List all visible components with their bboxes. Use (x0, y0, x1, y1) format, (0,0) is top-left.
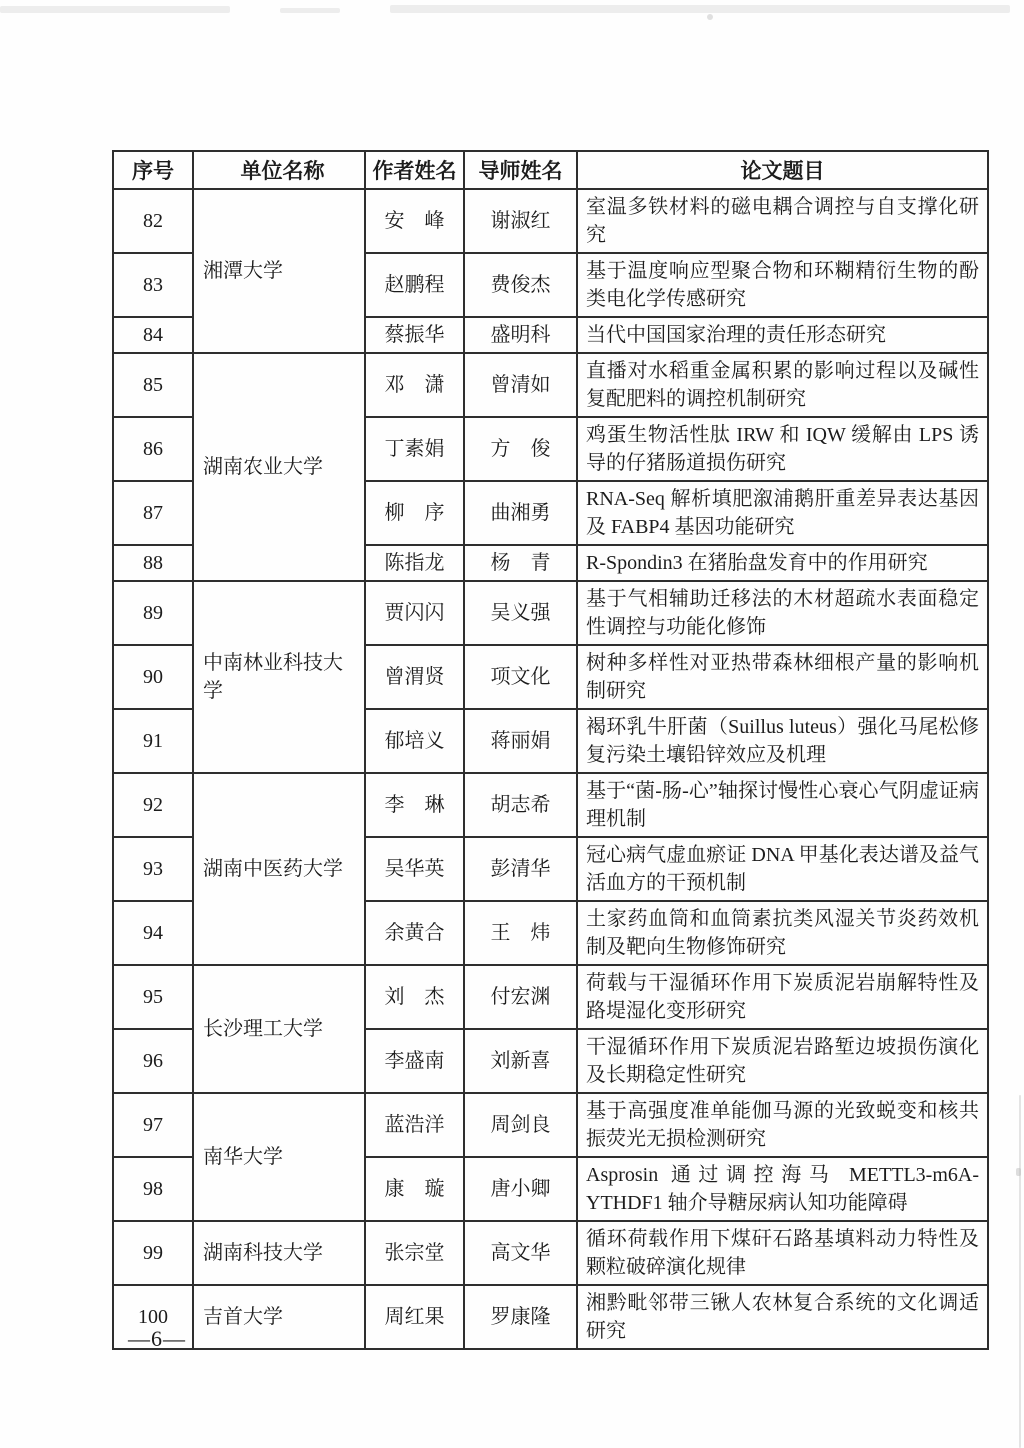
serial-number-cell: 92 (113, 773, 193, 837)
author-name-cell: 康 璇 (365, 1157, 464, 1221)
author-name-cell: 张宗堂 (365, 1221, 464, 1285)
advisor-name-cell: 曲湘勇 (464, 481, 577, 545)
institution-cell: 吉首大学 (193, 1285, 365, 1349)
advisor-name-cell: 周剑良 (464, 1093, 577, 1157)
author-name-cell: 周红果 (365, 1285, 464, 1349)
scan-artifact (0, 6, 230, 13)
institution-cell: 中南林业科技大学 (193, 581, 365, 773)
serial-number-cell: 87 (113, 481, 193, 545)
thesis-title-cell: 当代中国国家治理的责任形态研究 (577, 317, 988, 353)
table-row (113, 581, 988, 645)
advisor-name-cell: 盛明科 (464, 317, 577, 353)
table-header-row (113, 151, 988, 189)
author-name-cell: 郁培义 (365, 709, 464, 773)
thesis-title-cell: 湘黔毗邻带三锹人农林复合系统的文化调适研究 (577, 1285, 988, 1349)
author-name-cell: 吴华英 (365, 837, 464, 901)
thesis-title-cell: 鸡蛋生物活性肽 IRW 和 IQW 缓解由 LPS 诱导的仔猪肠道损伤研究 (577, 417, 988, 481)
advisor-name-cell: 蒋丽娟 (464, 709, 577, 773)
serial-number-cell: 91 (113, 709, 193, 773)
author-name-cell: 邓 潇 (365, 353, 464, 417)
thesis-title-cell: 基于气相辅助迁移法的木材超疏水表面稳定性调控与功能化修饰 (577, 581, 988, 645)
scan-artifact (390, 5, 1010, 13)
page-number: —6— (128, 1326, 186, 1351)
author-name-cell: 李盛南 (365, 1029, 464, 1093)
author-name-cell: 余黄合 (365, 901, 464, 965)
advisor-name-cell: 高文华 (464, 1221, 577, 1285)
table-row (113, 1093, 988, 1157)
serial-number-cell: 97 (113, 1093, 193, 1157)
advisor-name-cell: 唐小卿 (464, 1157, 577, 1221)
thesis-title-cell: 土家药血筒和血筒素抗类风湿关节炎药效机制及靶向生物修饰研究 (577, 901, 988, 965)
advisor-name-cell: 项文化 (464, 645, 577, 709)
advisor-name-cell: 费俊杰 (464, 253, 577, 317)
thesis-title-cell: Asprosin 通过调控海马 METTL3-m6A-YTHDF1 轴介导糖尿病认知功能障碍 (577, 1157, 988, 1221)
author-name-cell: 贾闪闪 (365, 581, 464, 645)
institution-cell: 南华大学 (193, 1093, 365, 1221)
author-name-cell: 曾渭贤 (365, 645, 464, 709)
serial-number-cell: 95 (113, 965, 193, 1029)
author-name-cell: 李 琳 (365, 773, 464, 837)
author-name-cell: 赵鹏程 (365, 253, 464, 317)
table-row (113, 1285, 988, 1349)
table-row (113, 189, 988, 253)
advisor-name-cell: 杨 青 (464, 545, 577, 581)
thesis-title-cell: 干湿循环作用下炭质泥岩路堑边坡损伤演化及长期稳定性研究 (577, 1029, 988, 1093)
author-name-cell: 柳 序 (365, 481, 464, 545)
institution-cell: 湖南中医药大学 (193, 773, 365, 965)
advisor-name-cell: 胡志希 (464, 773, 577, 837)
advisor-name-cell: 谢淑红 (464, 189, 577, 253)
thesis-title-cell: 褐环乳牛肝菌（Suillus luteus）强化马尾松修复污染土壤铅锌效应及机理 (577, 709, 988, 773)
thesis-title-cell: 室温多铁材料的磁电耦合调控与自支撑化研究 (577, 189, 988, 253)
thesis-title-cell: RNA-Seq 解析填肥溆浦鹅肝重差异表达基因及 FABP4 基因功能研究 (577, 481, 988, 545)
serial-number-cell: 100 (113, 1285, 193, 1349)
thesis-title-cell: 荷载与干湿循环作用下炭质泥岩崩解特性及路堤湿化变形研究 (577, 965, 988, 1029)
serial-number-cell: 86 (113, 417, 193, 481)
serial-number-cell: 85 (113, 353, 193, 417)
table-body (113, 189, 988, 1349)
serial-number-cell: 90 (113, 645, 193, 709)
advisor-name-cell: 曾清如 (464, 353, 577, 417)
advisor-name-cell: 吴义强 (464, 581, 577, 645)
institution-cell: 湖南科技大学 (193, 1221, 365, 1285)
institution-cell: 湘潭大学 (193, 189, 365, 353)
thesis-title-cell: 基于温度响应型聚合物和环糊精衍生物的酚类电化学传感研究 (577, 253, 988, 317)
author-name-cell: 蓝浩洋 (365, 1093, 464, 1157)
serial-number-cell: 99 (113, 1221, 193, 1285)
table-row (113, 965, 988, 1029)
serial-number-cell: 88 (113, 545, 193, 581)
advisor-name-cell: 刘新喜 (464, 1029, 577, 1093)
advisor-name-cell: 彭清华 (464, 837, 577, 901)
thesis-title-cell: 基于“菌-肠-心”轴探讨慢性心衰心气阴虚证病理机制 (577, 773, 988, 837)
serial-number-cell: 98 (113, 1157, 193, 1221)
header-cell-advisor-name: 导师姓名 (464, 151, 577, 189)
thesis-title-cell: 冠心病气虚血瘀证 DNA 甲基化表达谱及益气活血方的干预机制 (577, 837, 988, 901)
scan-edge-artifact (1016, 1168, 1021, 1176)
header-cell-thesis-title: 论文题目 (577, 151, 988, 189)
thesis-list-table (112, 150, 989, 1350)
serial-number-cell: 93 (113, 837, 193, 901)
table-row (113, 1221, 988, 1285)
serial-number-cell: 84 (113, 317, 193, 353)
institution-cell: 长沙理工大学 (193, 965, 365, 1093)
thesis-title-cell: 基于高强度准单能伽马源的光致蜕变和核共振荧光无损检测研究 (577, 1093, 988, 1157)
advisor-name-cell: 王 炜 (464, 901, 577, 965)
table-row (113, 773, 988, 837)
scan-artifact (707, 14, 713, 20)
author-name-cell: 陈指龙 (365, 545, 464, 581)
thesis-title-cell: R-Spondin3 在猪胎盘发育中的作用研究 (577, 545, 988, 581)
advisor-name-cell: 罗康隆 (464, 1285, 577, 1349)
serial-number-cell: 89 (113, 581, 193, 645)
header-cell-author-name: 作者姓名 (365, 151, 464, 189)
serial-number-cell: 96 (113, 1029, 193, 1093)
author-name-cell: 蔡振华 (365, 317, 464, 353)
advisor-name-cell: 方 俊 (464, 417, 577, 481)
thesis-title-cell: 循环荷载作用下煤矸石路基填料动力特性及颗粒破碎演化规律 (577, 1221, 988, 1285)
scan-edge-artifact (1019, 1095, 1021, 1448)
author-name-cell: 安 峰 (365, 189, 464, 253)
advisor-name-cell: 付宏渊 (464, 965, 577, 1029)
author-name-cell: 刘 杰 (365, 965, 464, 1029)
author-name-cell: 丁素娟 (365, 417, 464, 481)
serial-number-cell: 83 (113, 253, 193, 317)
thesis-title-cell: 树种多样性对亚热带森林细根产量的影响机制研究 (577, 645, 988, 709)
thesis-title-cell: 直播对水稻重金属积累的影响过程以及碱性复配肥料的调控机制研究 (577, 353, 988, 417)
header-cell-serial-number: 序号 (113, 151, 193, 189)
table-row (113, 353, 988, 417)
institution-cell: 湖南农业大学 (193, 353, 365, 581)
scan-artifact (280, 8, 340, 13)
serial-number-cell: 94 (113, 901, 193, 965)
header-cell-institution: 单位名称 (193, 151, 365, 189)
table-header (113, 151, 988, 189)
serial-number-cell: 82 (113, 189, 193, 253)
